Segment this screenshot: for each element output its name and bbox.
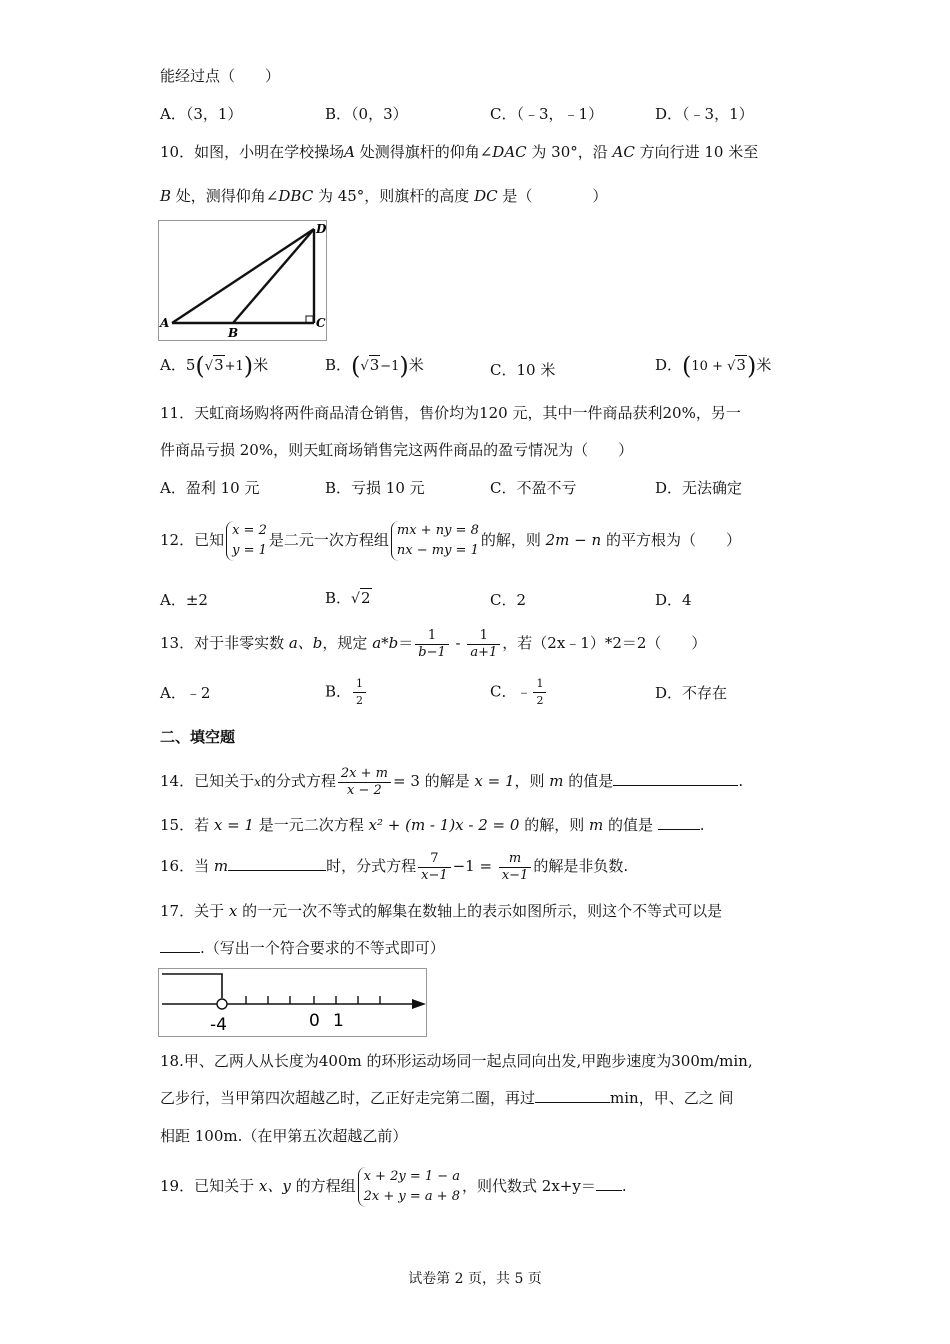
vars: a、b: [288, 634, 323, 652]
q17-stem-line1: [160, 901, 722, 921]
unit: 米: [408, 356, 424, 374]
q9-option-a: A．（3，1）: [160, 105, 243, 123]
fraction-1: [418, 851, 451, 884]
text: ＝: [398, 634, 414, 652]
text: 的值是: [603, 816, 658, 834]
label-A: A: [160, 316, 170, 330]
text: 方向行进 10 米至: [634, 143, 759, 161]
var-B: B: [160, 187, 172, 205]
text: 乙步行，当甲第四次超越乙时，乙正好走完第二圈，再过: [160, 1089, 536, 1107]
var-A: A: [344, 143, 355, 161]
radicand: 3: [736, 356, 746, 374]
q17-stem-line2: [160, 938, 445, 958]
answer-blank[interactable]: [535, 1088, 610, 1103]
var-AC: AC: [612, 143, 635, 161]
q10-option-a: A．5(√3+1)米: [160, 352, 269, 380]
q10-option-c: C．10 米: [490, 361, 556, 379]
q10-option-d: D．(10 + √3)米: [655, 352, 772, 380]
label-B: B: [228, 326, 239, 340]
q18-stem-line1: 18.甲、乙两人从长度为400m 的环形运动场同一起点同向出发,甲跑步速度为300m/min,: [160, 1052, 753, 1070]
label-D: D: [316, 222, 327, 236]
q12-option-d: D．4: [655, 591, 692, 609]
axis-label-0: 0: [309, 1011, 320, 1031]
q14-stem: [160, 760, 743, 803]
q12-option-b: B．√2: [325, 589, 371, 607]
radicand: 3: [369, 356, 380, 374]
numerator: 1: [353, 676, 366, 693]
text: 10 +: [691, 359, 728, 374]
numerator: 1: [533, 676, 546, 693]
q13-option-d: D．不存在: [655, 684, 728, 702]
text: 的解是非负数.: [533, 857, 629, 875]
text: 12．已知: [160, 531, 225, 549]
text: 是二元一次方程组: [268, 531, 389, 549]
text: 的平方根为（ ）: [601, 531, 741, 549]
q10-stem-line2: [160, 186, 607, 206]
axis-label-minus4: -4: [210, 1015, 227, 1035]
numerator: 1: [467, 628, 500, 645]
q10-option-b: B．(√3−1)米: [325, 352, 424, 380]
var-m: m: [213, 857, 229, 875]
solution: x = 1: [474, 772, 515, 790]
text: 处测得旗杆的仰角: [354, 143, 480, 161]
denominator: x−1: [501, 867, 529, 883]
var-m: m: [588, 816, 604, 834]
q12-option-a: A．±2: [160, 591, 208, 609]
solution-system: [226, 521, 267, 561]
text: B．: [325, 589, 352, 607]
text: .: [621, 1177, 627, 1195]
fraction-2: [467, 628, 500, 661]
numerator: m: [499, 851, 532, 868]
page-footer: 试卷第 2 页，共 5 页: [408, 1271, 542, 1287]
numerator: 7: [418, 851, 451, 868]
q11-stem-line1: 11．天虹商场购将两件商品清仓销售，售价均为120 元，其中一件商品获利20%，另一: [160, 404, 741, 422]
q19-stem: [160, 1162, 627, 1210]
q13-option-a: A．﹣2: [160, 684, 211, 702]
text: 10．如图，小明在学校操场: [160, 143, 345, 161]
text: 的解，则: [519, 816, 589, 834]
text: 为 45°，则旗杆的高度: [313, 187, 475, 205]
text: C．﹣: [490, 682, 532, 701]
equation-system: [358, 1167, 460, 1207]
radicand: 3: [214, 356, 224, 374]
q11-stem-line2: 件商品亏损 20%，则天虹商场销售完这两件商品的盈亏情况为（ ）: [160, 441, 634, 459]
answer-blank[interactable]: [596, 1176, 622, 1191]
text: 的分式方程: [260, 772, 336, 790]
text: 17．关于: [160, 902, 229, 920]
text: B．: [325, 682, 352, 701]
answer-blank[interactable]: [228, 856, 326, 871]
text: 为 30°，沿: [526, 143, 613, 161]
q9-option-b: B．（0，3）: [325, 105, 408, 123]
expr: 2m − n: [545, 531, 602, 549]
eq: y = 1: [232, 543, 267, 558]
text: 的方程组: [290, 1177, 356, 1195]
label-C: C: [316, 316, 326, 330]
text: 16．当: [160, 857, 214, 875]
q18-stem-line2: [160, 1088, 733, 1108]
text: .: [738, 772, 744, 790]
numerator: 1: [415, 628, 449, 645]
text: 是（ ）: [497, 187, 608, 205]
text: 的一元一次不等式的解集在数轴上的表示如图所示，则这个不等式可以是: [237, 902, 723, 920]
answer-blank[interactable]: [160, 938, 200, 953]
fraction-1: [415, 628, 449, 661]
text: −1 =: [452, 857, 497, 875]
denominator: 2: [536, 694, 544, 707]
fraction: [533, 676, 546, 709]
q13-stem: [160, 622, 706, 664]
text: min，甲、乙之 间: [610, 1089, 734, 1107]
q12-stem: [160, 518, 741, 562]
equation: x² + (m - 1)x - 2 = 0: [368, 816, 520, 834]
denominator: b−1: [418, 644, 446, 660]
denominator: x−1: [421, 867, 448, 883]
answer-blank[interactable]: [658, 815, 700, 830]
q11-option-d: D．无法确定: [655, 479, 743, 497]
q9-stem-tail: 能经过点（ ）: [160, 67, 281, 85]
q11-option-c: C．不盈不亏: [490, 479, 577, 497]
text: +1: [224, 359, 244, 374]
answer-blank[interactable]: [613, 771, 738, 786]
q13-option-b: [325, 676, 368, 709]
expr: x = 1: [213, 816, 254, 834]
q15-stem: [160, 815, 705, 835]
text: ，则: [514, 772, 550, 790]
text: 15．若: [160, 816, 214, 834]
var-x: x: [228, 902, 238, 920]
denominator: x − 2: [347, 782, 382, 798]
text: −1: [380, 359, 400, 374]
number-line-figure: [158, 968, 428, 1038]
text: ，则代数式 2x+y＝: [462, 1177, 596, 1195]
q10-stem-line1: [160, 142, 758, 162]
text: 是一元二次方程: [253, 816, 369, 834]
q18-stem-line3: 相距 100m.（在甲第五次超越乙前）: [160, 1127, 408, 1145]
q11-option-b: B．亏损 10 元: [325, 479, 425, 497]
text: 的解，则: [480, 531, 546, 549]
var-m: m: [549, 772, 564, 790]
q13-option-c: [490, 676, 548, 709]
eq: nx − my = 1: [396, 543, 479, 558]
var-x: x: [254, 775, 261, 789]
text: B．: [325, 356, 352, 374]
denominator: a+1: [470, 644, 498, 660]
fraction: [338, 766, 391, 799]
eq: x = 2: [232, 523, 267, 538]
text: 14．已知关于: [160, 772, 255, 790]
text: D．: [655, 356, 683, 374]
angle-dac: ∠DAC: [479, 143, 527, 161]
eq: 2x + y = a + 8: [363, 1189, 461, 1204]
q9-option-d: D．（﹣3，1）: [655, 105, 754, 123]
section-heading: 二、填空题: [160, 728, 236, 746]
q11-option-a: A．盈利 10 元: [160, 479, 260, 497]
text: = 3 的解是: [392, 772, 475, 790]
fraction: [353, 676, 366, 709]
text: ，规定: [322, 634, 373, 652]
numerator: 2x + m: [338, 766, 391, 783]
text: ，若（2x﹣1）*2＝2（ ）: [502, 634, 707, 652]
text: .: [699, 816, 705, 834]
axis-label-1: 1: [333, 1011, 344, 1031]
q9-option-c: C．（﹣3，﹣1）: [490, 105, 604, 123]
text: 19．已知关于: [160, 1177, 259, 1195]
q12-option-c: C．2: [490, 591, 527, 609]
q16-stem: [160, 845, 628, 887]
unit: 米: [756, 356, 772, 374]
fraction-2: [499, 851, 532, 884]
text: .（写出一个符合要求的不等式即可）: [200, 939, 445, 957]
var-DC: DC: [474, 187, 498, 205]
text: 13．对于非零实数: [160, 634, 289, 652]
eq: x + 2y = 1 − a: [363, 1169, 461, 1184]
denominator: 2: [356, 694, 364, 707]
def: a*b: [372, 634, 399, 652]
flagpole-figure: [158, 220, 328, 342]
text: A．5: [160, 356, 196, 374]
text: 的值是: [563, 772, 614, 790]
angle-dbc: ∠DBC: [265, 187, 314, 205]
text: -: [450, 634, 466, 652]
unit: 米: [253, 356, 269, 374]
radicand: 2: [360, 589, 371, 607]
equation-system: [391, 521, 479, 561]
vars: x、y: [258, 1177, 291, 1195]
text: 时，分式方程: [326, 857, 417, 875]
text: 处，测得仰角: [171, 187, 266, 205]
eq: mx + ny = 8: [396, 523, 479, 538]
